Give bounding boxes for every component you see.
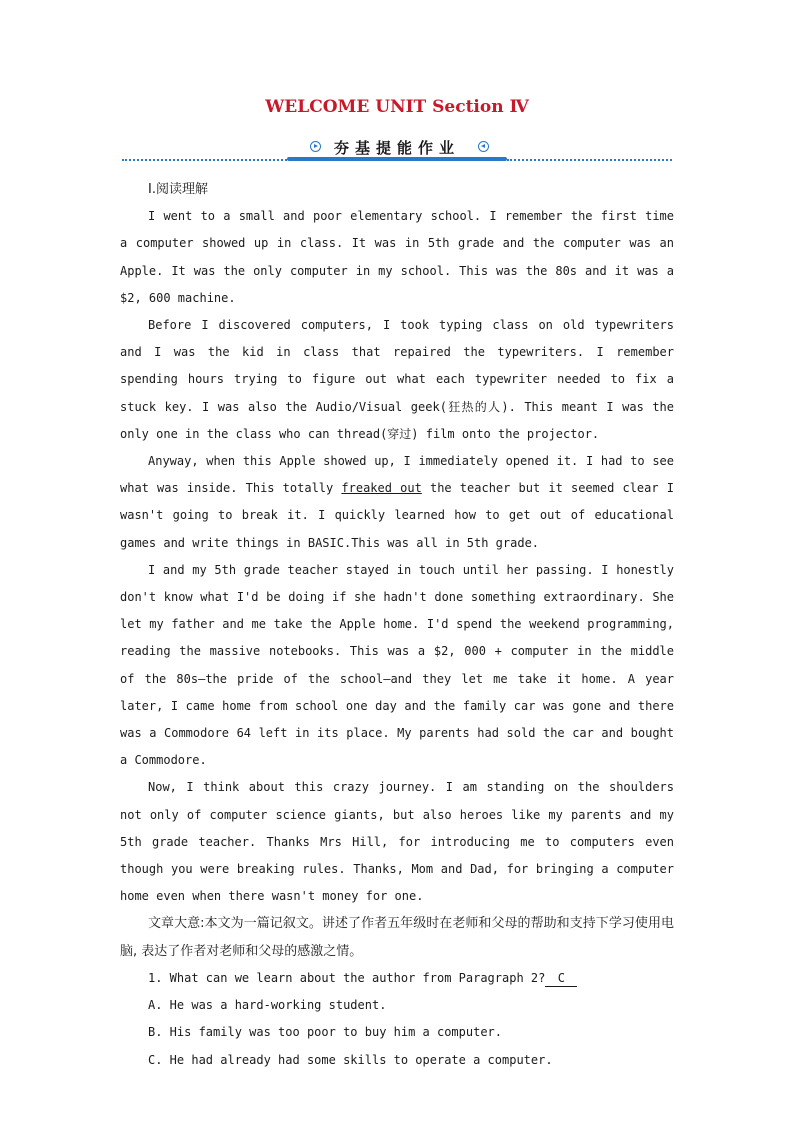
question-1-option-a: A. He was a hard-working student. (148, 998, 387, 1013)
passage-paragraph-5: Now, I think about this crazy journey. I am standing on the shoulders not only of computer science giants, but also heroes like my parents and my 5th grade teacher. Thanks Mrs Hill, for introducing me to computers even though you were breaking rules. Thanks, Mom and Dad, for bringing a computer home even when there wasn't money for one. (120, 780, 674, 904)
question-1 (120, 965, 674, 992)
section-banner (122, 135, 672, 165)
passage-paragraph-3 (120, 448, 674, 557)
section-heading: Ⅰ.阅读理解 (148, 182, 208, 197)
passage-paragraph-2: Before I discovered computers, I took typing class on old typewriters and I was the kid in class that repaired the typewriters. I remember spending hours trying to figure out what each typewriter needed to fix a stuck key. I was also the Audio/Visual geek(狂热的人). This meant I was the only one in the class who can thread(穿过) film onto the projector. (120, 318, 674, 441)
banner-dotted-line-left (122, 159, 287, 161)
question-1-answer: C (545, 971, 577, 987)
paragraph-3-text-before: Anyway, when this Apple showed up, I immediately opened it. I had to see what was inside. This totally (120, 454, 674, 496)
question-1-option-b: B. His family was too poor to buy him a computer. (148, 1025, 503, 1040)
passage-paragraph-4: I and my 5th grade teacher stayed in touch until her passing. I honestly don't know what I'd be doing if she hadn't done something extraordinary. She let my father and me take the Apple home. I'd spend the weekend programming, reading the massive notebooks. This was a $2, 000 + computer in the middle of the 80s—the pride of the school—and they let me take it home. A year later, I came home from school one day and the family car was gone and there was a Commodore 64 left in its place. My parents had sold the car and bought a Commodore. (120, 562, 674, 768)
banner-label: 夯基提能作业 (333, 139, 460, 157)
question-1-option-c: C. He had already had some skills to operate a computer. (148, 1052, 553, 1067)
passage-summary: 文章大意:本文为一篇记叙文。讲述了作者五年级时在老师和父母的帮助和支持下学习使用电脑, 表达了作者对老师和父母的感激之情。 (120, 916, 674, 959)
passage-paragraph-1: I went to a small and poor elementary school. I remember the first time a computer showed up in class. It was in 5th grade and the computer was an Apple. It was the only computer in my school. This was the 80s and it was a $2, 600 machine. (120, 209, 674, 305)
paragraph-3-text-after: the teacher but it seemed clear I wasn't going to break it. I quickly learned how to get out of educational games and write things in BASIC.This was all in 5th grade. (120, 481, 674, 550)
page-title: WELCOME UNIT Section Ⅳ (265, 97, 529, 117)
question-1-stem: 1. What can we learn about the author from Paragraph 2? (148, 970, 546, 985)
document-body (120, 176, 674, 1074)
banner-dotted-line-right (507, 159, 672, 161)
underlined-phrase: freaked out (341, 481, 422, 496)
